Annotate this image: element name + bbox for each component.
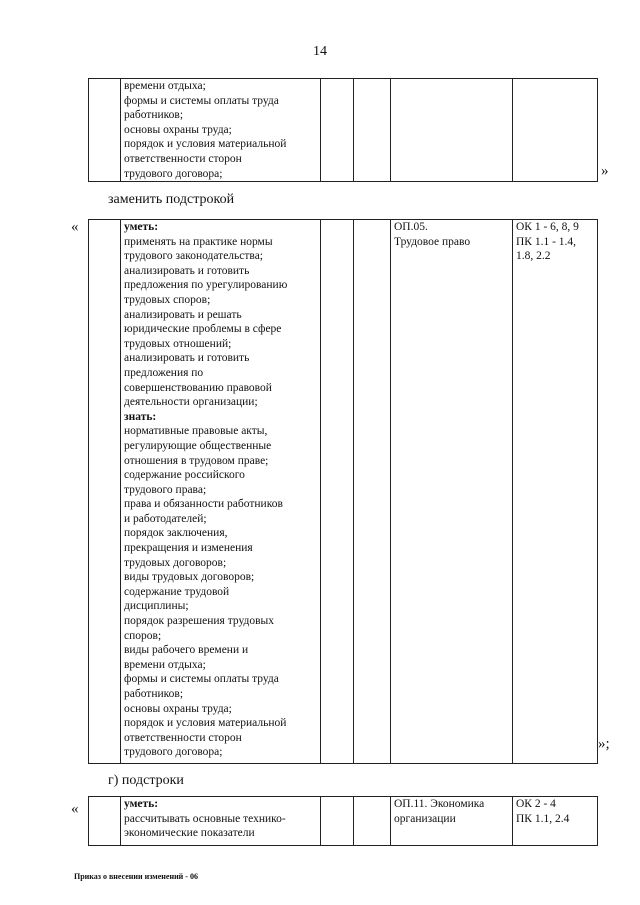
table1-cell-index (89, 79, 121, 182)
instruction-subrows: г) подстроки (108, 773, 184, 788)
table1-cell-empty-a (321, 79, 354, 182)
table2-cell-index (89, 220, 121, 764)
table3-skills-label: уметь: (124, 798, 159, 810)
table3-cell-empty-a (321, 797, 354, 846)
skills-text: применять на практике нормы трудового законодательства; анализировать и готовить предложения по урегулированию трудовых споров; анализировать и решать юридические проблемы в сфере трудовых отношений; анализировать и готовить предложения по совершенствованию правовой деятельности организации; (124, 235, 288, 409)
table2-cell-empty-a (321, 220, 354, 764)
table3-cell-discipline (391, 797, 513, 846)
table2-cell-competencies (513, 220, 598, 764)
competencies-text: ОК 1 - 6, 8, 9 ПК 1.1 - 1.4, 1.8, 2.2 (516, 221, 579, 263)
opening-quote: « (71, 219, 79, 235)
skills-label: уметь: (124, 221, 159, 233)
table3-competencies-text: ОК 2 - 4 ПК 1.1, 2.4 (516, 798, 570, 825)
table3-discipline-text: ОП.11. Экономика организации (394, 798, 485, 825)
table-fragment-top (88, 78, 598, 182)
table-subrows (88, 796, 598, 846)
table3-cell-content (121, 797, 321, 846)
table1-content-text: времени отдыха; формы и системы оплаты труда работников; основы охраны труда; порядок и условия материальной ответственности сторон трудового договора; (124, 80, 287, 180)
table1-cell-discipline (391, 79, 513, 182)
table1-cell-competencies (513, 79, 598, 182)
page-number: 14 (313, 44, 327, 59)
instruction-replace: заменить подстрокой (108, 192, 235, 207)
closing-quote-semicolon: »; (598, 736, 610, 752)
table2-cell-content (121, 220, 321, 764)
table3-cell-index (89, 797, 121, 846)
table-replacement (88, 219, 598, 764)
table1-cell-content (121, 79, 321, 182)
knowledge-text: нормативные правовые акты, регулирующие общественные отношения в трудовом праве; содержание российского трудового права; права и обязанности работников и работодателей; порядок заключения, прекращения и изменения трудовых договоров; виды трудовых договоров; содержание трудовой дисциплины; порядок разрешения трудовых споров; виды рабочего времени и времени отдыха; формы и системы оплаты труда работников; основы охраны труда; порядок и условия материальной ответственности сторон трудового договора; (124, 425, 287, 759)
footer-note: Приказ о внесении изменений - 06 (74, 872, 198, 881)
table3-skills-text: рассчитывать основные технико- экономические показатели (124, 812, 286, 840)
knowledge-label: знать: (124, 410, 157, 423)
closing-quote: » (601, 163, 609, 179)
opening-quote-2: « (71, 801, 79, 817)
discipline-text: ОП.05. Трудовое право (394, 221, 471, 248)
table1-cell-empty-b (354, 79, 391, 182)
table3-cell-empty-b (354, 797, 391, 846)
table2-cell-discipline (391, 220, 513, 764)
table3-cell-competencies (513, 797, 598, 846)
table2-cell-empty-b (354, 220, 391, 764)
